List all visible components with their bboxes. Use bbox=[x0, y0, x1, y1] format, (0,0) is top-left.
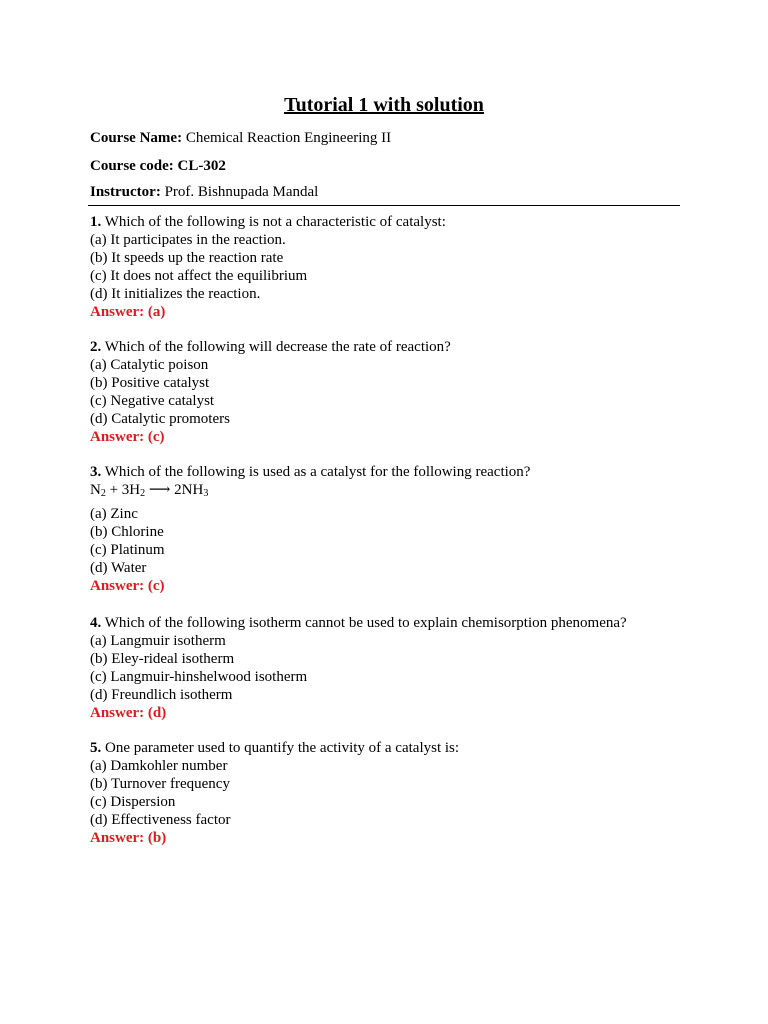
reaction-equation: $N_2 + 3H_2$ ⟶ $2NH_3$ bbox=[90, 482, 209, 499]
question-text: Which of the following is used as a catalyst for the following reaction? bbox=[104, 464, 531, 480]
answer: Answer: (a) bbox=[90, 304, 166, 320]
question-stem bbox=[90, 213, 690, 231]
question-stem bbox=[90, 463, 690, 481]
option-d: (d) Water bbox=[90, 560, 147, 576]
question-stem bbox=[90, 739, 690, 757]
answer: Answer: (c) bbox=[90, 429, 165, 445]
question-3 bbox=[90, 463, 690, 595]
header-divider bbox=[88, 205, 680, 206]
answer: Answer: (c) bbox=[90, 578, 165, 594]
option-c: (c) Negative catalyst bbox=[90, 393, 215, 409]
option-a: (a) Catalytic poison bbox=[90, 357, 209, 373]
question-stem bbox=[90, 614, 690, 632]
question-text: Which of the following isotherm cannot be used to explain chemisorption phenomena? bbox=[104, 615, 627, 631]
question-number: 3. bbox=[90, 464, 102, 480]
question-text: Which of the following will decrease the rate of reaction? bbox=[104, 339, 451, 355]
option-a: (a) Damkohler number bbox=[90, 758, 228, 774]
option-c: (c) Platinum bbox=[90, 542, 165, 558]
question-number: 4. bbox=[90, 615, 102, 631]
option-c: (c) Langmuir-hinshelwood isotherm bbox=[90, 669, 308, 685]
option-d: (d) Catalytic promoters bbox=[90, 411, 230, 427]
question-1 bbox=[90, 213, 690, 321]
option-c: (c) It does not affect the equilibrium bbox=[90, 268, 308, 284]
option-b: (b) Chlorine bbox=[90, 524, 164, 540]
option-a: (a) It participates in the reaction. bbox=[90, 232, 286, 248]
instructor-label: Instructor: bbox=[90, 184, 161, 200]
question-text: Which of the following is not a characteristic of catalyst: bbox=[104, 214, 446, 230]
option-b: (b) Eley-rideal isotherm bbox=[90, 651, 235, 667]
question-number: 1. bbox=[90, 214, 102, 230]
answer: Answer: (b) bbox=[90, 830, 167, 846]
course-name-line bbox=[90, 128, 391, 148]
instructor-value: Prof. Bishnupada Mandal bbox=[164, 184, 319, 200]
option-d: (d) Effectiveness factor bbox=[90, 812, 231, 828]
question-5 bbox=[90, 739, 690, 847]
option-b: (b) Turnover frequency bbox=[90, 776, 230, 792]
instructor-line bbox=[90, 182, 318, 202]
course-code-value: CL-302 bbox=[177, 158, 226, 174]
option-c: (c) Dispersion bbox=[90, 794, 176, 810]
page-title: Tutorial 1 with solution bbox=[284, 94, 484, 116]
question-2 bbox=[90, 338, 690, 446]
option-d: (d) It initializes the reaction. bbox=[90, 286, 261, 302]
course-code-label: Course code: bbox=[90, 158, 174, 174]
option-b: (b) It speeds up the reaction rate bbox=[90, 250, 284, 266]
course-code-line bbox=[90, 156, 226, 176]
course-name-value: Chemical Reaction Engineering II bbox=[185, 130, 392, 146]
question-text: One parameter used to quantify the activity of a catalyst is: bbox=[105, 740, 460, 756]
question-number: 5. bbox=[90, 740, 102, 756]
option-b: (b) Positive catalyst bbox=[90, 375, 210, 391]
answer: Answer: (d) bbox=[90, 705, 167, 721]
question-4 bbox=[90, 614, 690, 722]
question-number: 2. bbox=[90, 339, 102, 355]
option-a: (a) Langmuir isotherm bbox=[90, 633, 226, 649]
option-a: (a) Zinc bbox=[90, 506, 138, 522]
option-d: (d) Freundlich isotherm bbox=[90, 687, 233, 703]
question-stem bbox=[90, 338, 690, 356]
course-name-label: Course Name: bbox=[90, 130, 183, 146]
